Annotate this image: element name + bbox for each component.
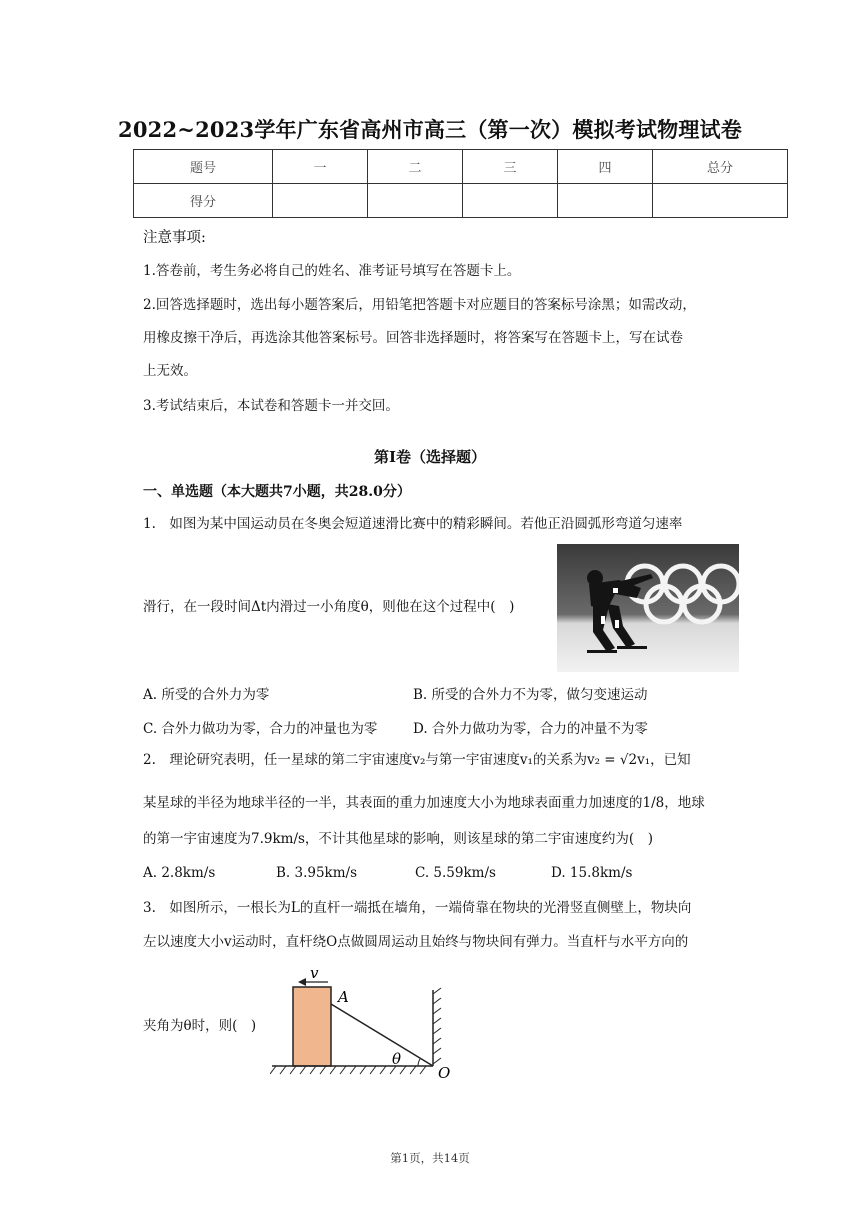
notes-item-1: 1.答卷前，考生务必将自己的姓名、准考证号填写在答题卡上。: [143, 263, 521, 279]
score-cell[interactable]: [368, 184, 463, 218]
table-cell: 题号: [134, 150, 273, 184]
q2-option-d[interactable]: D. 15.8km/s: [551, 865, 633, 881]
q1-stem-line-2: 滑行，在一段时间Δt内滑过一小角度θ，则他在这个过程中( ): [143, 599, 515, 615]
notes-heading: 注意事项:: [143, 230, 206, 246]
notes-item-2-line-1: 2.回答选择题时，选出每小题答案后，用铅笔把答题卡对应题目的答案标号涂黑；如需改动，: [143, 297, 696, 313]
table-cell: 一: [273, 150, 368, 184]
rod: [331, 1004, 433, 1066]
section-title: 一、单选题（本大题共7小题，共28.0分）: [143, 484, 411, 500]
score-table-score-row: [134, 184, 788, 218]
q1-option-d[interactable]: D. 合外力做功为零，合力的冲量不为零: [413, 721, 648, 737]
notes-item-3: 3.考试结束后，本试卷和答题卡一并交回。: [143, 398, 399, 414]
q2-stem-line-1: 2. 理论研究表明，任一星球的第二宇宙速度v₂与第一宇宙速度v₁的关系为v₂ = √2v₁，已知: [143, 752, 691, 768]
angle-theta-label: θ: [392, 1050, 402, 1068]
page-footer: 第1页，共14页: [390, 1151, 470, 1165]
point-a-label: A: [338, 988, 349, 1006]
q3-stem-line-1: 3. 如图所示，一根长为L的直杆一端抵在墙角，一端倚靠在物块的光滑竖直侧壁上，物块向: [143, 900, 692, 916]
score-cell[interactable]: [273, 184, 368, 218]
point-o-label: O: [438, 1064, 451, 1082]
wall-hatching: [433, 988, 441, 1064]
q2-option-b[interactable]: B. 3.95km/s: [276, 865, 358, 881]
velocity-label: v: [310, 964, 319, 982]
q1-option-a[interactable]: A. 所受的合外力为零: [143, 687, 270, 703]
sliding-block: [293, 987, 331, 1066]
q2-stem-line-3: 的第一宇宙速度为7.9km/s，不计其他星球的影响，则该星球的第二宇宙速度约为( ): [143, 831, 653, 847]
angle-arc: [418, 1059, 420, 1066]
ground-hatching: [270, 1066, 426, 1074]
part-title: 第I卷（选择题）: [373, 448, 487, 466]
arrow-head-icon: [298, 978, 306, 986]
score-cell[interactable]: [463, 184, 558, 218]
q2-option-c[interactable]: C. 5.59km/s: [415, 865, 496, 881]
q1-option-b[interactable]: B. 所受的合外力不为零，做匀变速运动: [413, 687, 648, 703]
score-table-header-row: [134, 150, 788, 184]
q1-stem-line-1: 1. 如图为某中国运动员在冬奥会短道速滑比赛中的精彩瞬间。若他正沿圆弧形弯道匀速率: [143, 516, 683, 532]
score-cell[interactable]: [653, 184, 788, 218]
q1-option-c[interactable]: C. 合外力做功为零，合力的冲量也为零: [143, 721, 378, 737]
table-cell: 四: [558, 150, 653, 184]
rod-block-diagram: [270, 962, 460, 1082]
q2-stem-line-2: 某星球的半径为地球半径的一半，其表面的重力加速度大小为地球表面重力加速度的1/8，地球: [143, 795, 705, 811]
table-cell: 三: [463, 150, 558, 184]
table-cell: 得分: [134, 184, 273, 218]
notes-item-2-line-2: 用橡皮擦干净后，再选涂其他答案标号。回答非选择题时，将答案写在答题卡上，写在试卷: [143, 330, 683, 346]
q2-option-a[interactable]: A. 2.8km/s: [143, 865, 216, 881]
table-cell: 二: [368, 150, 463, 184]
q3-stem-line-3: 夹角为θ时，则( ): [143, 1018, 257, 1034]
score-cell[interactable]: [558, 184, 653, 218]
notes-item-2-line-3: 上无效。: [143, 363, 197, 379]
page-title: 2022~2023学年广东省高州市高三（第一次）模拟考试物理试卷: [118, 117, 742, 142]
q3-stem-line-2: 左以速度大小v运动时，直杆绕O点做圆周运动且始终与物块间有弹力。当直杆与水平方向的: [143, 934, 689, 950]
speed-skater-photo: [557, 544, 739, 672]
table-cell: 总分: [653, 150, 788, 184]
score-table: [133, 149, 788, 218]
